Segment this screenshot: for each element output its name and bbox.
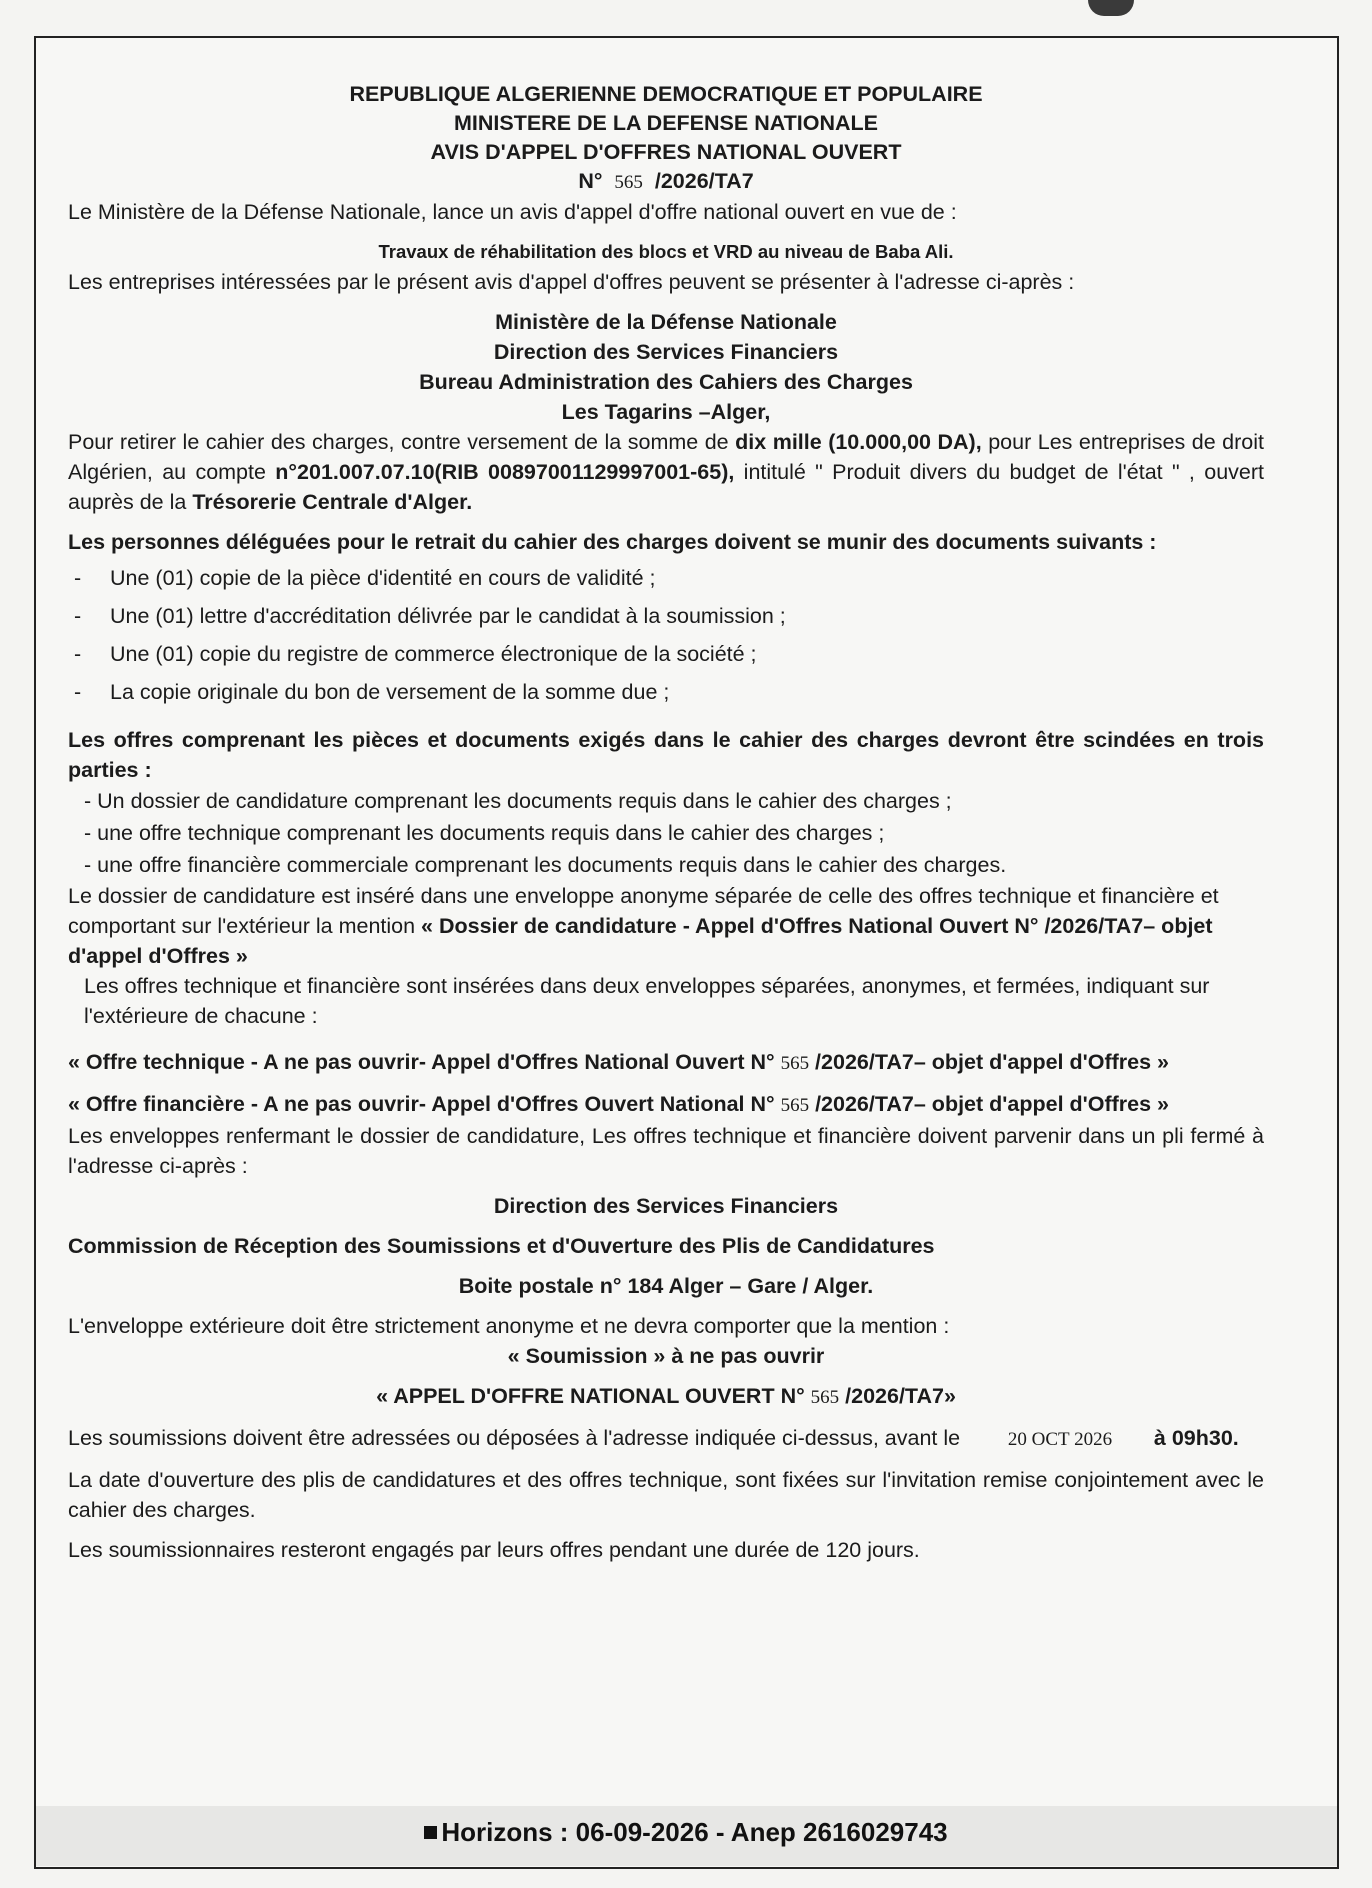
- list-item: - Un dossier de candidature comprenant les documents requis dans le cahier des charges ;: [84, 789, 952, 813]
- deadline-text: Les soumissions doivent être adressées ou déposées à l'adresse indiquée ci-dessus, avant le: [68, 1426, 961, 1450]
- address2-line3: Boite postale n° 184 Alger – Gare / Alger.: [458, 1274, 874, 1298]
- address1-line1: Ministère de la Défense Nationale: [495, 310, 837, 334]
- final-mention-number: 565: [810, 1387, 840, 1408]
- tech-mention-text-1: « Offre technique - A ne pas ouvrir- Appel d'Offres National Ouvert N°: [68, 1050, 781, 1074]
- list-item: - Une (01) lettre d'accréditation délivrée par le candidat à la soumission ;: [68, 601, 1264, 631]
- tech-mention-number: 565: [780, 1053, 810, 1074]
- deadline-date: 20 OCT 2026: [1007, 1429, 1113, 1450]
- address2-line2: Commission de Réception des Soumissions et d'Ouverture des Plis de Candidatures: [68, 1234, 935, 1258]
- number-prefix: N°: [578, 169, 603, 193]
- payment-text-1: Pour retirer le cahier des charges, contre versement de la somme de: [68, 430, 736, 454]
- financial-offer-mention: [68, 1089, 1264, 1121]
- delegates-title: Les personnes déléguées pour le retrait du cahier des charges doivent se munir des documents suivants :: [68, 530, 1157, 554]
- companies-paragraph: Les entreprises intéressées par le présent avis d'appel d'offres peuvent se présenter à l'adresse ci-après :: [68, 270, 1075, 294]
- footer-reference-text: Horizons : 06-09-2026 - Anep 2616029743: [441, 1817, 948, 1847]
- list-item: - une offre financière commerciale comprenant les documents requis dans le cahier des charges.: [84, 853, 1007, 877]
- payment-account: n°201.007.07.10(RIB 00897001129997001-65),: [275, 460, 735, 484]
- header-ministry: MINISTERE DE LA DEFENSE NATIONALE: [453, 111, 879, 135]
- payment-treasury: Trésorerie Centrale d'Alger.: [192, 490, 473, 514]
- deadline-paragraph: [68, 1423, 1264, 1455]
- tech-mention-text-2: /2026/TA7– objet d'appel d'Offres »: [809, 1050, 1169, 1074]
- technical-offer-mention: [68, 1047, 1264, 1079]
- dossier-mention: « Dossier de candidature - Appel d'Offres National Ouvert N° /2026/TA7– objet d'appel d'Offres »: [68, 914, 1213, 968]
- final-mention-text-2: /2026/TA7»: [839, 1384, 956, 1408]
- fin-mention-number: 565: [780, 1095, 810, 1116]
- payment-text-3: intitulé " Produit divers du budget de l'état " , ouvert auprès de la: [68, 460, 1264, 514]
- tender-object: Travaux de réhabilitation des blocs et VRD au niveau de Baba Ali.: [378, 241, 954, 262]
- scan-corner-mark: [1088, 0, 1134, 16]
- list-item: - Une (01) copie de la pièce d'identité en cours de validité ;: [68, 563, 1264, 593]
- address1-line3: Bureau Administration des Cahiers des Charges: [419, 370, 913, 394]
- number-suffix: /2026/TA7: [654, 169, 754, 193]
- address1-line4: Les Tagarins –Alger,: [561, 400, 771, 424]
- payment-text-2: pour Les entreprises de droit Algérien, au compte: [68, 430, 1264, 484]
- fin-mention-text-1: « Offre financière - A ne pas ouvrir- Appel d'Offres Ouvert National N°: [68, 1092, 781, 1116]
- final-mention: [68, 1381, 1264, 1413]
- soumission-mention: « Soumission » à ne pas ouvrir: [507, 1344, 825, 1368]
- header-notice-number: [68, 167, 1264, 197]
- offers-title: Les offres comprenant les pièces et documents exigés dans le cahier des charges devront être scindées en trois parties :: [68, 728, 1264, 782]
- required-documents-list: [68, 563, 1264, 707]
- opening-paragraph: La date d'ouverture des plis de candidatures et des offres technique, sont fixées sur l'invitation remise conjointement avec le cahier des charges.: [68, 1468, 1264, 1522]
- offer-parts-list: [68, 785, 1264, 881]
- payment-paragraph: [68, 427, 1264, 517]
- dossier-text: Le dossier de candidature est inséré dans une enveloppe anonyme séparée de celle des offres technique et financière et comportant sur l'extérieur la mention: [68, 884, 1219, 938]
- address2-line1: Direction des Services Financiers: [493, 1194, 839, 1218]
- payment-amount: dix mille (10.000,00 DA),: [735, 430, 982, 454]
- header-republic: REPUBLIQUE ALGERIENNE DEMOCRATIQUE ET POPULAIRE: [349, 82, 983, 106]
- list-item: - Une (01) copie du registre de commerce électronique de la société ;: [68, 639, 1264, 669]
- deadline-time: à 09h30.: [1153, 1426, 1239, 1450]
- validity-paragraph: Les soumissionnaires resteront engagés par leurs offres pendant une durée de 120 jours.: [68, 1538, 920, 1562]
- dossier-paragraph: [68, 881, 1264, 971]
- final-mention-text-1: « APPEL D'OFFRE NATIONAL OUVERT N°: [376, 1384, 811, 1408]
- square-bullet-icon: [424, 1826, 437, 1839]
- notice-content: [68, 80, 1264, 1565]
- list-item: - La copie originale du bon de versement de la somme due ;: [68, 677, 1264, 707]
- intro-text: Le Ministère de la Défense Nationale, lance un avis d'appel d'offre national ouvert en vue de :: [68, 200, 957, 224]
- envelopes-intro: Les offres technique et financière sont insérées dans deux enveloppes séparées, anonymes, et fermées, indiquant sur l'extérieure de chacune :: [84, 974, 1210, 1028]
- fin-mention-text-2: /2026/TA7– objet d'appel d'Offres »: [809, 1092, 1170, 1116]
- footer-reference: [0, 1814, 1372, 1850]
- outer-envelope-text: L'enveloppe extérieure doit être strictement anonyme et ne devra comporter que la mention :: [68, 1314, 950, 1338]
- envelopes-delivery: Les enveloppes renfermant le dossier de candidature, Les offres technique et financière doivent parvenir dans un pli fermé à l'adresse ci-après :: [68, 1124, 1264, 1178]
- list-item: - une offre technique comprenant les documents requis dans le cahier des charges ;: [84, 821, 885, 845]
- address1-line2: Direction des Services Financiers: [493, 340, 839, 364]
- header-notice-type: AVIS D'APPEL D'OFFRES NATIONAL OUVERT: [430, 140, 902, 164]
- number-value: 565: [614, 172, 643, 193]
